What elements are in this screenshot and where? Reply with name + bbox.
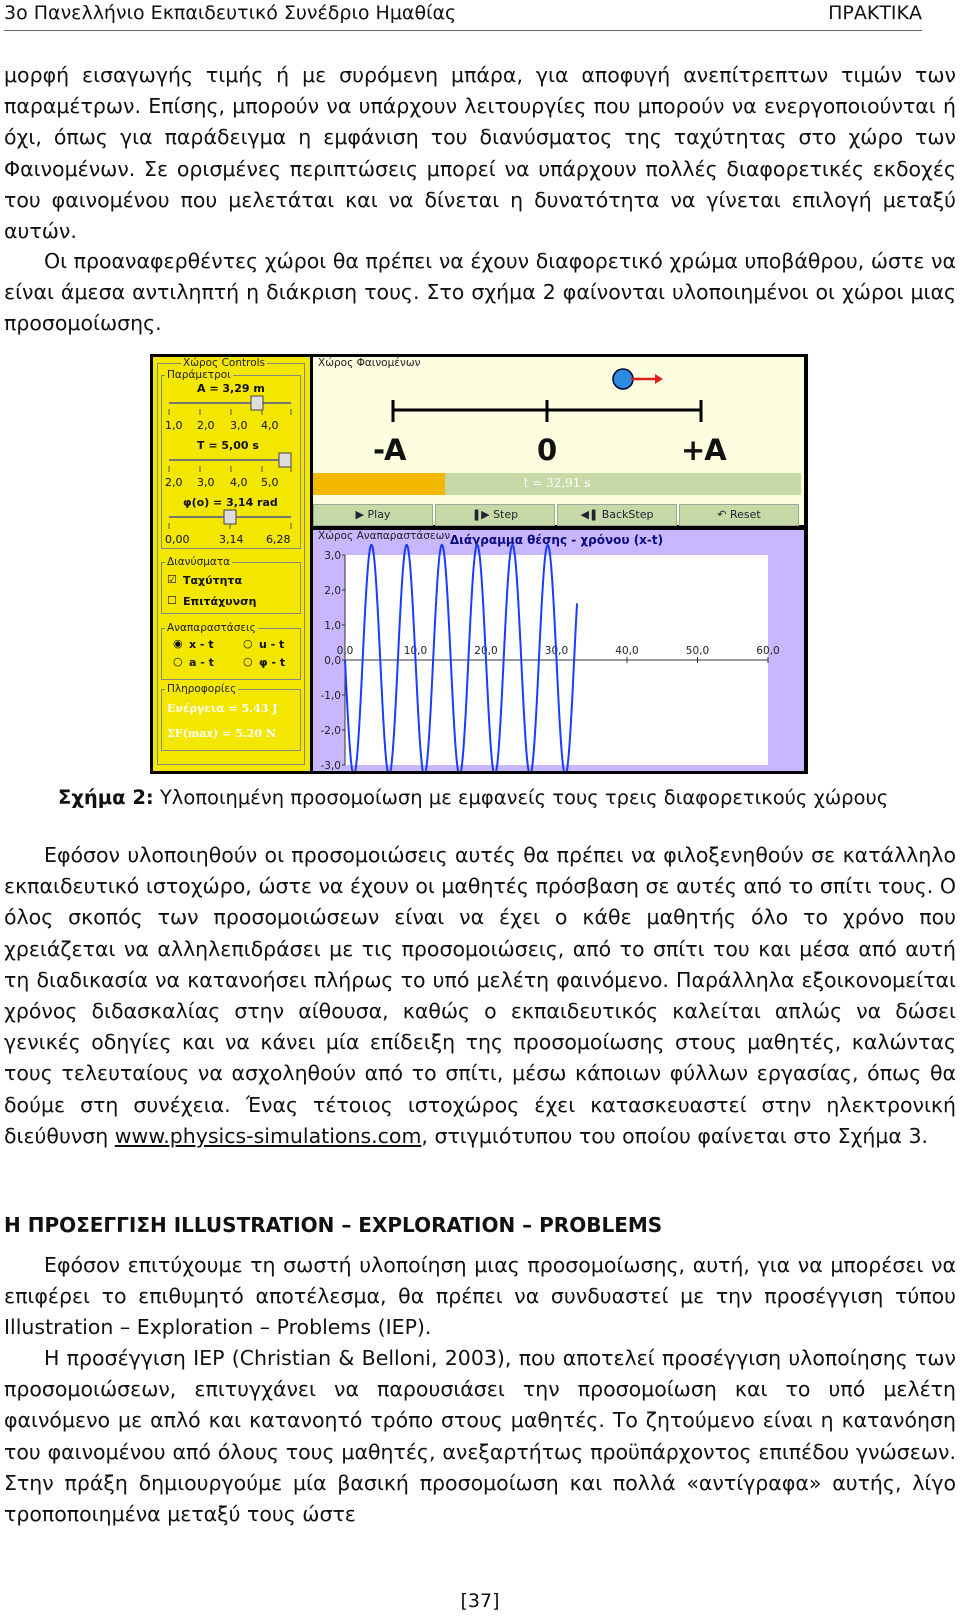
physics-simulations-link[interactable]: www.physics-simulations.com <box>114 1123 422 1148</box>
y-tick-label: 0,0 <box>324 655 341 667</box>
time-readout: t = 32,91 s <box>523 476 591 490</box>
phase-label: φ(o) = 3,14 rad <box>183 496 278 509</box>
rep-at-label: a - t <box>189 656 214 669</box>
acceleration-label: Επιτάχυνση <box>183 595 257 608</box>
zero-label: 0 <box>537 433 558 467</box>
y-tick-label: 3,0 <box>324 550 341 562</box>
conference-title: 3ο Πανελλήνιο Εκπαιδευτικό Συνέδριο Ημαθίας <box>4 2 457 24</box>
paragraph-3-part-a: Εφόσον υλοποιηθούν οι προσομοιώσεις αυτές θα πρέπει να φιλοξενηθούν σε κατάλληλο εκπαιδευτικό ιστοχώρο, ώστε να έχουν οι μαθητές πρόσβαση σε αυτές από το σπίτι τους. Ο όλος σκοπός των προσομοιώσεων είναι να έχει ο κάθε μαθητής όλο το χρόνο που χρειάζεται να αλληλεπιδράσει με τις προσομοιώσεις, από το σπίτι του και μέσα από αυτή τη διαδικασία να κατανοήσει πλήρως το υπό μελέτη φαινόμενο. Παράλληλα εξοικονομείται χρόνος διδασκαλίας στην αίθουσα, καθώς ο εκπαιδευτικός καλείται απλώς να δώσει γενικές οδηγίες και να κάνει μία επίδειξη της προσομοίωσης στους μαθητές, καλώντας τους τελευταίους να ασχοληθούν από το σπίτι, μέσω κάποιων φύλλων εργασίας, όπως θα δούμε στη συνέχεια. Ένας τέτοιος ιστοχώρος έχει κατασκευαστεί στην ηλεκτρονική διεύθυνση <box>4 843 956 1148</box>
amplitude-slider-thumb <box>251 396 263 410</box>
info-title: Πληροφορίες <box>167 683 237 695</box>
rep-phit-radio[interactable]: ○ <box>243 655 253 668</box>
representations-frame <box>161 628 301 680</box>
y-tick-label: -3,0 <box>320 760 341 771</box>
paragraph-2-text: Οι προαναφερθέντες χώροι θα πρέπει να έχουν διαφορετικό χρώμα υποβάθρου, ώστε να είναι άμεσα αντιληπτή η διάκριση τους. Στο σχήμα 2 φαίνονται υλοποιημένοι οι χώροι μιας προσομοίωσης. <box>4 249 956 336</box>
y-tick-label: 2,0 <box>324 585 341 597</box>
y-tick-label: -2,0 <box>320 725 341 737</box>
minus-a-label: -A <box>373 433 406 467</box>
paragraph-1 <box>4 60 956 247</box>
velocity-checkbox[interactable]: ☑ <box>167 573 177 586</box>
representations-title: Αναπαραστάσεις <box>167 622 256 634</box>
force-readout: ΣF(max) = 5.20 N <box>167 727 276 740</box>
x-tick-label: 50,0 <box>685 645 710 657</box>
controls-panel <box>153 357 310 771</box>
step-button[interactable]: ❚▶ Step <box>435 504 555 526</box>
play-label: Play <box>367 508 391 521</box>
phase-slider-thumb <box>224 510 236 524</box>
position-time-chart <box>313 530 804 771</box>
period-slider-thumb <box>279 453 291 467</box>
simulation-figure <box>150 354 808 774</box>
controls-title: Χώρος Controls <box>183 357 266 369</box>
paragraph-3 <box>4 840 956 1152</box>
amplitude-tick: 3,0 <box>230 419 248 432</box>
running-header <box>4 0 922 31</box>
rep-xt-radio[interactable]: ◉ <box>173 637 183 650</box>
period-label: T = 5,00 s <box>197 439 259 452</box>
acceleration-checkbox[interactable]: ☐ <box>167 594 177 607</box>
plus-a-label: +A <box>681 433 726 467</box>
x-tick-label: 30,0 <box>544 645 569 657</box>
x-tick-label: 0,0 <box>336 645 354 657</box>
period-tick: 2,0 <box>165 476 183 489</box>
rep-phit-label: φ - t <box>259 656 286 669</box>
reset-button[interactable]: ↶ Reset <box>679 504 799 526</box>
energy-readout: Ενέργεια = 5.43 J <box>167 702 278 715</box>
rep-ut-label: u - t <box>259 638 285 651</box>
x-tick-label: 10,0 <box>403 645 428 657</box>
paragraph-3-part-b: , στιγμιότυπου του οποίου φαίνεται στο Σχήμα 3. <box>421 1123 929 1148</box>
x-tick-label: 40,0 <box>615 645 639 657</box>
phase-tick: 3,14 <box>219 533 244 546</box>
paragraph-1-text: μορφή εισαγωγής τιμής ή με συρόμενη μπάρα, για αποφυγή ανεπίτρεπτων τιμών των παραμέτρων. Επίσης, μπορούν να υπάρχουν λειτουργίες που μπορούν να ενεργοποιούνται ή όχι, όπως για παράδειγμα η εμφάνιση του διανύσματος της ταχύτητας στο χώρο των Φαινομένων. Σε ορισμένες περιπτώσεις μπορεί να υπάρχουν πολλές διαφορετικές εκδοχές του φαινομένου που μελετάται και να δίνεται η δυνατότητα να γίνεται επιλογή μεταξύ αυτών. <box>4 63 956 244</box>
paragraph-4 <box>4 1250 956 1344</box>
x-tick-label: 60,0 <box>756 645 780 657</box>
caption-label: Σχήμα 2: <box>58 786 154 809</box>
paragraph-2 <box>4 246 956 340</box>
chart-title: Διάγραμμα θέσης - χρόνου (x-t) <box>449 533 664 547</box>
paragraph-5 <box>4 1343 956 1530</box>
step-label: Step <box>493 508 519 521</box>
caption-text: Υλοποιημένη προσομοίωση με εμφανείς τους τρεις διαφορετικούς χώρους <box>153 786 889 809</box>
info-frame <box>161 689 301 751</box>
amplitude-tick: 2,0 <box>197 419 215 432</box>
rep-ut-radio[interactable]: ○ <box>243 637 253 650</box>
page-number: [37] <box>460 1590 500 1612</box>
oscillating-body <box>613 369 633 389</box>
amplitude-label: A = 3,29 m <box>197 382 265 395</box>
paragraph-4-text: Εφόσον επιτύχουμε τη σωστή υλοποίηση μιας προσομοίωσης, αυτή, για να μπορέσει να επιφέρει το επιθυμητό αποτέλεσμα, θα πρέπει να συνδυαστεί με την προσέγγιση τύπου Illustration – Exploration – Problems (IEP). <box>4 1253 956 1340</box>
reset-label: Reset <box>729 508 761 521</box>
period-tick: 3,0 <box>197 476 215 489</box>
phase-tick: 6,28 <box>266 533 291 546</box>
rep-xt-label: x - t <box>189 638 214 651</box>
figure-caption <box>58 786 888 809</box>
play-button[interactable]: ▶ Play <box>313 504 433 526</box>
phenomena-panel <box>313 357 804 525</box>
phenomena-title: Χώρος Φαινομένων <box>318 357 421 369</box>
backstep-label: BackStep <box>601 508 654 521</box>
amplitude-tick: 4,0 <box>261 419 279 432</box>
representations-panel-title: Χώρος Αναπαραστάσεων <box>318 530 451 542</box>
velocity-label: Ταχύτητα <box>183 574 243 587</box>
paragraph-3-text <box>4 840 956 1152</box>
phase-tick: 0,00 <box>165 533 190 546</box>
y-tick-label: 1,0 <box>324 620 341 632</box>
amplitude-tick: 1,0 <box>165 419 183 432</box>
rep-at-radio[interactable]: ○ <box>173 655 183 668</box>
proceedings-label: ΠΡΑΚΤΙΚΑ <box>828 2 922 24</box>
time-progress-bar <box>313 473 801 495</box>
params-title: Παράμετροι <box>167 369 231 381</box>
vectors-title: Διανύσματα <box>167 556 231 568</box>
y-tick-label: -1,0 <box>320 690 341 702</box>
backstep-button[interactable]: ◀❚ BackStep <box>557 504 677 526</box>
period-tick: 5,0 <box>261 476 279 489</box>
paragraph-5-text: Η προσέγγιση IEP (Christian & Belloni, 2003), που αποτελεί προσέγγιση υλοποίησης των προσομοιώσεων, επιτυγχάνει να παρουσιάσει την προσομοίωση και το υπό μελέτη φαινόμενο με απλό και κατανοητό τρόπο στους μαθητές. Το ζητούμενο είναι η κατανόηση του φαινομένου από όλους τους μαθητές, ανεξαρτήτως προϋπάρχοντος επιπέδου γνώσεων. Στην πράξη δημιουργούμε μία βασική προσομοίωση και πολλά «αντίγραφα» αυτής, λίγο τροποποιημένα μεταξύ τους ώστε <box>4 1346 956 1527</box>
period-tick: 4,0 <box>230 476 248 489</box>
section-heading: Η ΠΡΟΣΕΓΓΙΣΗ ILLUSTRATION – EXPLORATION – PROBLEMS <box>4 1213 663 1237</box>
representations-panel <box>313 530 804 771</box>
x-tick-label: 20,0 <box>474 645 498 657</box>
